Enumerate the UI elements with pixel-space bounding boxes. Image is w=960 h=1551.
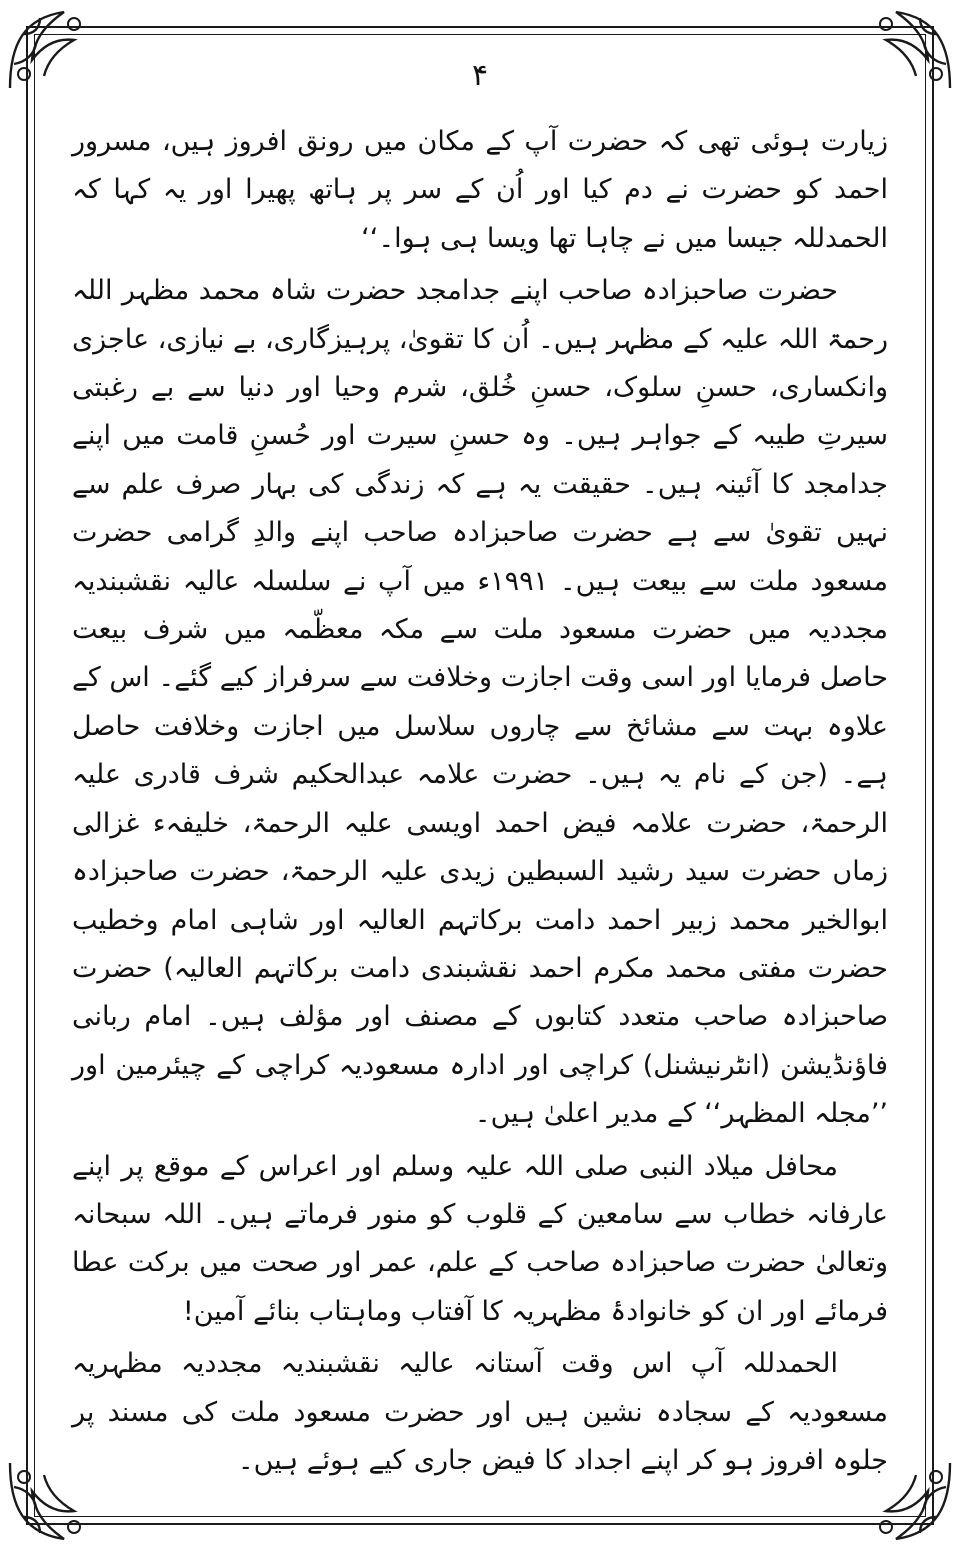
- paragraph-sermons: محافل میلاد النبی صلی اللہ علیہ وسلم اور اعراس کے موقع پر اپنے عارفانہ خطاب سے سامعین کے قلوب کو منور فرماتے ہیں۔ اللہ سبحانہ وتعالیٰ حضرت صاحبزادہ صاحب کے علم، عمر اور صحت میں برکت عطا فرمائے اور ان کو خانوادۂ مظہریہ کا آفتاب وماہتاب بنائے آمین!: [72, 1150, 888, 1327]
- page-number: ۴: [471, 58, 489, 93]
- page-body: [72, 118, 888, 1485]
- paragraph-biography: حضرت صاحبزادہ صاحب اپنے جدامجد حضرت شاہ محمد مظہر اللہ رحمۃ اللہ علیہ کے مظہر ہیں۔ اُن کا تقویٰ، پرہیزگاری، بے نیازی، عاجزی وانکساری، حسنِ سلوک، حسنِ خُلق، شرم وحیا اور دنیا سے بے رغبتی سیرتِ طیبہ کے جواہر ہیں۔ وہ حسنِ سیرت اور حُسنِ قامت میں اپنے جدامجد کا آئینہ ہیں۔ حقیقت یہ ہے کہ زندگی کی بہار صرف علم سے نہیں تقویٰ سے ہے حضرت صاحبزادہ صاحب اپنے والدِ گرامی حضرت مسعود ملت سے بیعت ہیں۔ ۱۹۹۱ء میں آپ نے سلسلہ عالیہ نقشبندیہ مجددیہ میں حضرت مسعود ملت سے مکہ معظّمہ میں شرف بیعت حاصل فرمایا اور اسی وقت اجازت وخلافت سے سرفراز کیے گئے۔ اس کے علاوہ بہت سے مشائخ سے چاروں سلاسل میں اجازت وخلافت حاصل ہے۔ (جن کے نام یہ ہیں۔ حضرت علامہ عبدالحکیم شرف قادری علیہ الرحمۃ، حضرت علامہ فیض احمد اویسی علیہ الرحمۃ، خلیفہء غزالی زماں حضرت سید رشید السبطین زیدی علیہ الرحمۃ، حضرت صاحبزادہ ابوالخیر محمد زبیر احمد دامت برکاتہم العالیہ اور شاہی امام وخطیب حضرت مفتی محمد مکرم احمد نقشبندی دامت برکاتہم العالیہ) حضرت صاحبزادہ صاحب متعدد کتابوں کے مصنف اور مؤلف ہیں۔ امام ربانی فاؤنڈیشن (انٹرنیشنل) کراچی اور ادارہ مسعودیہ کراچی کے چیئرمین اور ’’مجلہ المظہر‘‘ کے مدیر اعلیٰ ہیں۔: [72, 275, 889, 1130]
- paragraph-quote-end: زیارت ہوئی تھی کہ حضرت آپ کے مکان میں رونق افروز ہیں، مسرور احمد کو حضرت نے دم کیا اور اُن کے سر پر ہاتھ پھیرا اور یہ کہا کہ الحمدللہ جیسا میں نے چاہا تھا ویسا ہی ہوا۔‘‘: [72, 126, 888, 254]
- paragraph-sajjada: الحمدللہ آپ اس وقت آستانہ عالیہ نقشبندیہ مجددیہ مظہریہ مسعودیہ کے سجادہ نشین ہیں اور حضرت مسعود ملت کی مسند پر جلوہ افروز ہو کر اپنے اجداد کا فیض جاری کیے ہوئے ہیں۔: [72, 1348, 888, 1476]
